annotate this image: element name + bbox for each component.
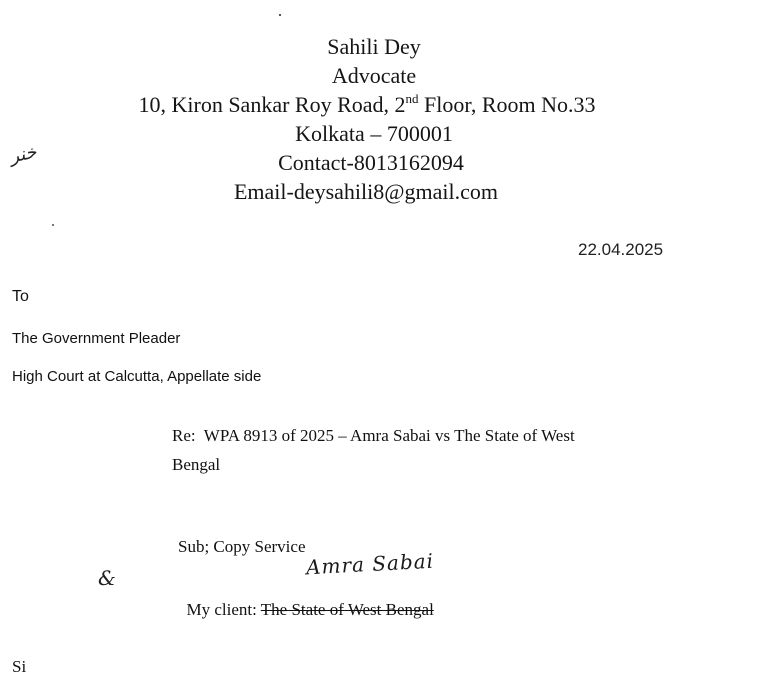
- letter-date: 22.04.2025: [578, 240, 664, 259]
- address-text-pre: 10, Kiron Sankar Roy Road, 2: [138, 92, 406, 117]
- letterhead-title: Advocate: [331, 63, 417, 88]
- scan-speck: [52, 224, 54, 226]
- address-superscript: nd: [405, 91, 419, 106]
- client-label: My client:: [186, 600, 261, 619]
- margin-mark-client: &: [98, 566, 116, 590]
- reference-line-2: Bengal: [172, 455, 221, 474]
- letterhead-name: Sahili Dey: [327, 34, 421, 59]
- subject-line: Sub; Copy Service: [178, 537, 306, 556]
- reference-line-1: Re: WPA 8913 of 2025 – Amra Sabai vs The State of West: [172, 426, 575, 445]
- client-struck-text: The State of West Bengal: [260, 600, 434, 619]
- letterhead-address: [0, 90, 751, 119]
- client-line: [178, 580, 434, 620]
- recipient-to: To: [12, 288, 29, 305]
- address-text-post: Floor, Room No.33: [418, 92, 596, 117]
- recipient-line-2: High Court at Calcutta, Appellate side: [12, 368, 262, 385]
- handwritten-correction: Amra Sabai: [305, 548, 435, 580]
- recipient-line-1: The Government Pleader: [12, 330, 181, 347]
- letterhead-city: Kolkata – 700001: [295, 121, 453, 146]
- letterhead-contact: Contact-8013162094: [278, 150, 464, 175]
- letterhead-email: Email-deysahili8@gmail.com: [233, 179, 499, 204]
- scan-speck: [279, 14, 281, 16]
- margin-mark-left: ﺧﻨﺮ: [8, 141, 39, 168]
- footer-fragment: Si: [12, 657, 27, 676]
